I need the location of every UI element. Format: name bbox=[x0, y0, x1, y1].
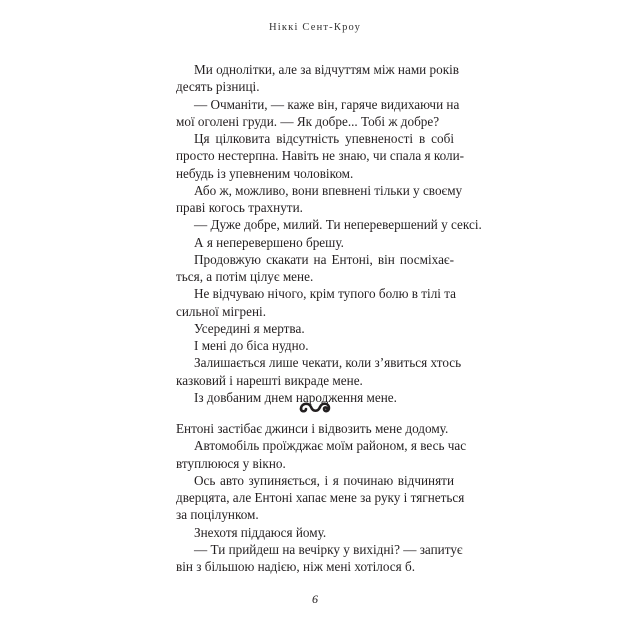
text-line: — Очманіти, — каже він, гаряче видихаючи на bbox=[194, 96, 460, 112]
text-line: Ця цілковита відсутність упевненості в собі bbox=[194, 131, 454, 146]
text-line: І мені до біса нудно. bbox=[194, 338, 309, 353]
text-section-1 bbox=[176, 61, 482, 406]
text-line: просто нестерпна. Навіть не знаю, чи спала я коли- bbox=[176, 148, 465, 164]
paragraph bbox=[176, 420, 454, 437]
text-line: Знехотя піддаюся йому. bbox=[194, 524, 327, 540]
paragraph bbox=[176, 216, 482, 233]
paragraph bbox=[176, 61, 460, 96]
paragraph bbox=[176, 251, 454, 286]
paragraph bbox=[176, 285, 457, 320]
paragraph bbox=[176, 320, 454, 337]
text-line: Ентоні застібає джинси і відвозить мене додому. bbox=[176, 421, 449, 436]
text-line: А я неперевершено брешу. bbox=[194, 234, 344, 250]
text-line: Ось авто зупиняється, і я починаю відчиняти bbox=[194, 472, 454, 488]
text-line: Не відчуваю нічого, крім тупого болю в тілі та bbox=[194, 286, 457, 302]
paragraph bbox=[176, 182, 463, 217]
text-line: мої оголені груди. — Як добре... Тобі ж добре? bbox=[176, 113, 440, 129]
paragraph bbox=[176, 130, 465, 182]
text-line: Ми однолітки, але за відчуттям між нами років bbox=[194, 62, 460, 77]
text-line: — Дуже добре, милий. Ти неперевершений у сексі. bbox=[194, 217, 482, 233]
text-line: — Ти прийдеш на вечірку у вихідні? — запитує bbox=[194, 541, 463, 557]
text-line: Залишається лише чекати, коли з’явиться хтось bbox=[194, 355, 462, 371]
text-line: Усередині я мертва. bbox=[194, 320, 305, 336]
text-line: за поцілунком. bbox=[176, 507, 259, 523]
text-line: втуплююся у вікно. bbox=[176, 455, 286, 471]
page-number: 6 bbox=[312, 592, 318, 606]
paragraph bbox=[176, 96, 460, 131]
text-line: ться, а потім цілує мене. bbox=[176, 269, 314, 284]
text-line: сильної мігрені. bbox=[176, 303, 267, 319]
text-line: праві когось трахнути. bbox=[176, 200, 303, 215]
paragraph bbox=[176, 437, 467, 472]
text-section-2 bbox=[176, 420, 467, 575]
running-header: Ніккі Сент-Кроу bbox=[268, 22, 362, 33]
paragraph bbox=[176, 541, 463, 576]
flourish-ornament-icon bbox=[0, 400, 630, 419]
text-line: він з більшою надією, ніж мені хотілося б. bbox=[176, 559, 416, 574]
paragraph bbox=[176, 234, 454, 251]
text-line: Продовжую скакати на Ентоні, він посміхає- bbox=[194, 251, 454, 267]
text-line: казковий і нарешті викраде мене. bbox=[176, 372, 363, 388]
paragraph bbox=[176, 337, 454, 354]
paragraph bbox=[176, 472, 465, 524]
text-line: дверцята, але Ентоні хапає мене за руку і тягнеться bbox=[176, 490, 465, 505]
paragraph bbox=[176, 524, 454, 541]
text-line: десять різниці. bbox=[176, 79, 260, 95]
text-line: небудь із упевненим чоловіком. bbox=[176, 165, 354, 181]
paragraph bbox=[176, 354, 462, 389]
text-line: Із довбаним днем народження мене. bbox=[194, 389, 397, 405]
text-line: Автомобіль проїжджає моїм районом, я весь час bbox=[194, 438, 467, 454]
text-line: Або ж, можливо, вони впевнені тільки у своєму bbox=[194, 182, 463, 198]
